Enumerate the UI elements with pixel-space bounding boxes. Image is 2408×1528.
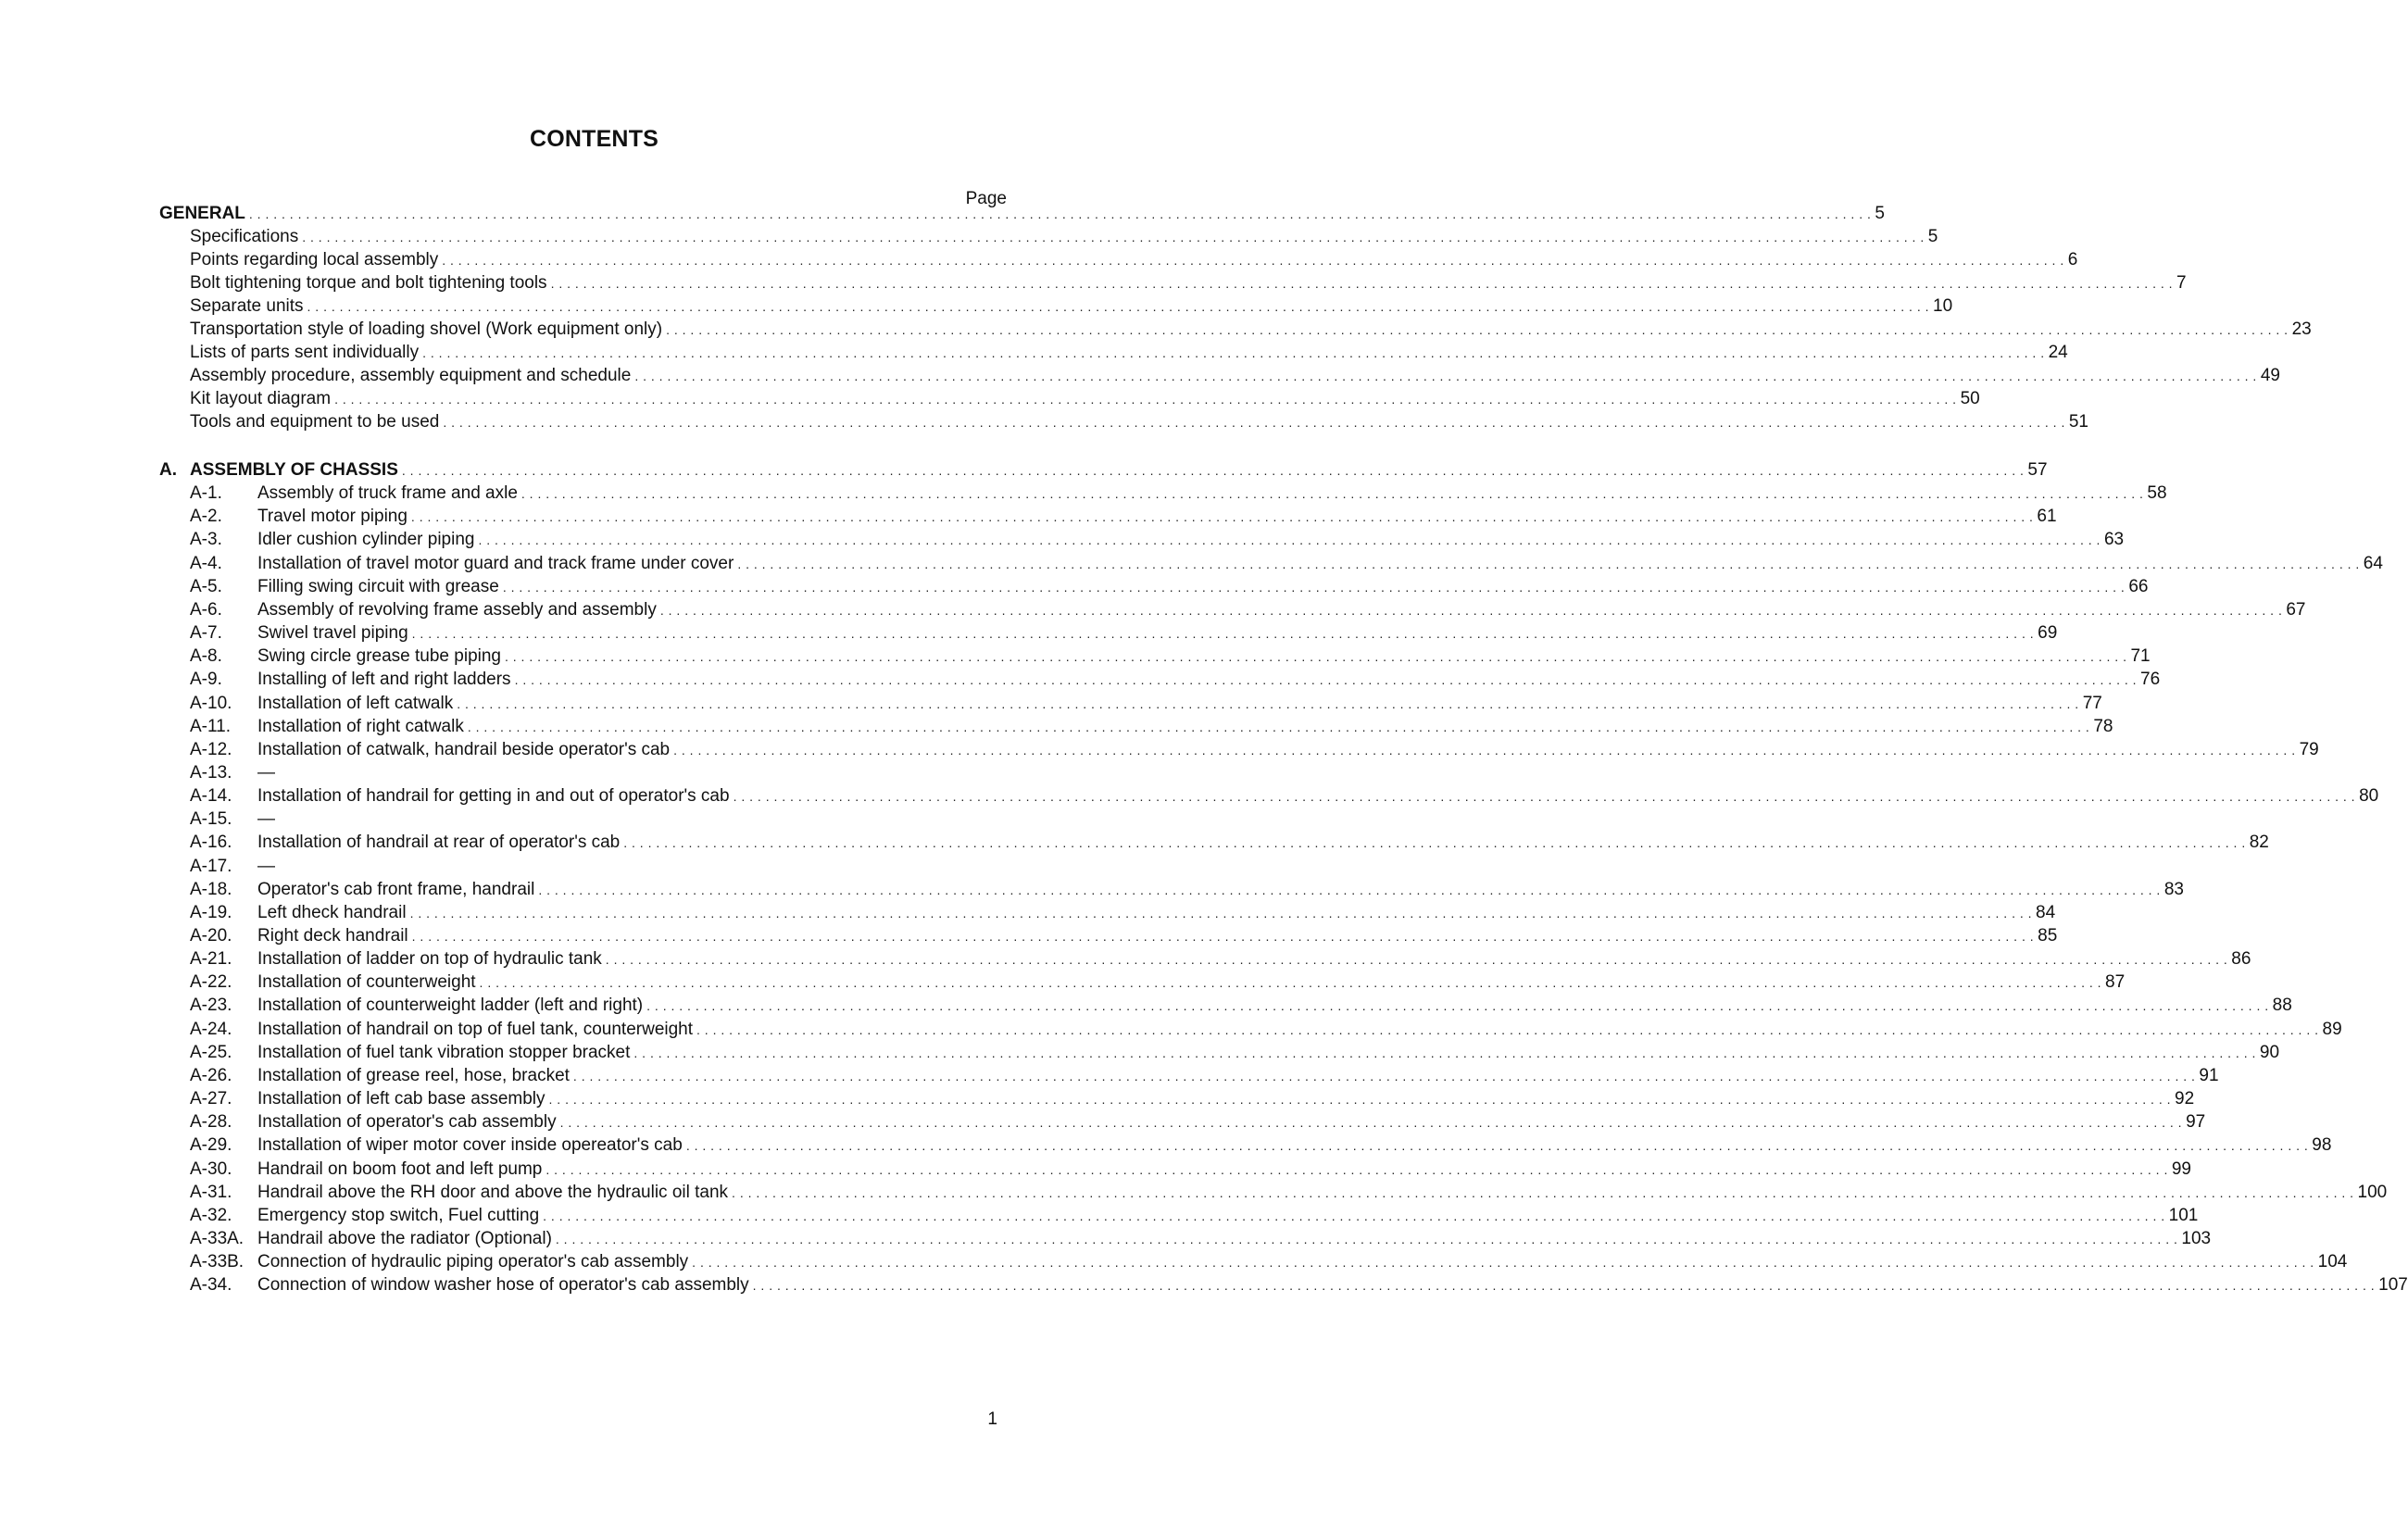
dot-leader: . . . . . . . . . . . . . . . . . . . . . . . . . . . . . . . . . . . . . . . . . . . . . . . . . . . . . . . . . . . . . . . . . . . . . . . . . . . . . . . . . . . . . . . . . . . . . . . . . . . . . . . . . . . . . . . . . . . . . . . . . . . . . . . . . . . . . . . . . . . . . . . . . . . . . . . . . . . . . . . . . . . . . . . . . . . . . . . . . . . . . . . . . . . . . . . . . . . . . . . . xyxy=(457,695,2079,711)
toc-entry[interactable] xyxy=(0,225,1938,249)
toc-entry[interactable] xyxy=(0,831,2269,855)
toc-page-number: 6 xyxy=(2067,250,2078,269)
dot-leader: . . . . . . . . . . . . . . . . . . . . . . . . . . . . . . . . . . . . . . . . . . . . . . . . . . . . . . . . . . . . . . . . . . . . . . . . . . . . . . . . . . . . . . . . . . . . . . . . . . . . . . . . . . . . . . . . . . . . . . . . . . . . . . . . . . . . . . . . . . . . . . . . . . . . . . . . . . . . . . . . . . . . . . . . . . . . . . . . . . . . . . . . . . . . . . . . . . . . . . . . xyxy=(546,1161,2168,1177)
toc-entry[interactable] xyxy=(0,784,2379,808)
toc-page-number: 87 xyxy=(2105,972,2126,993)
toc-page-number: 71 xyxy=(2130,646,2151,667)
toc-page-number: 82 xyxy=(2249,833,2269,853)
toc-entry-leader xyxy=(257,1133,2332,1158)
toc-entry[interactable] xyxy=(0,482,2167,506)
toc-page-number: 79 xyxy=(2299,739,2319,759)
toc-entry[interactable] xyxy=(0,1041,2280,1065)
toc-page-number: 84 xyxy=(2036,902,2056,922)
toc-entry-leader xyxy=(257,855,1007,879)
toc-entry[interactable] xyxy=(0,994,2292,1018)
toc-entry-title: Swing circle grease tube piping xyxy=(257,646,501,667)
toc-entry-title: Installation of handrail on top of fuel tank, counterweight xyxy=(257,1019,694,1039)
entry-number: A-15. xyxy=(190,809,232,830)
toc-page-number: 69 xyxy=(2038,623,2058,644)
toc-entry-leader xyxy=(257,505,2057,529)
toc-entry-title: Points regarding local assembly xyxy=(190,250,439,269)
toc-entry-leader xyxy=(257,1064,2219,1088)
toc-entry-leader xyxy=(257,808,1007,832)
toc-entry-leader xyxy=(190,318,2312,342)
dot-leader: . . . . . . . . . . . . . . . . . . . . . . . . . . . . . . . . . . . . . . . . . . . . . . . . . . . . . . . . . . . . . . . . . . . . . . . . . . . . . . . . . . . . . . . . . . . . . . . . . . . . . . . . . . . . . . . . . . . . . . . . . . . . . . . . . . . . . . . . . . . . . . . . . . . . . . . . . . . . . . . . . . . . . . . . . . . . . . . . . . . . . . . . . . . . . . . . . . . . . . . . xyxy=(685,1138,2309,1154)
toc-entry-leader xyxy=(190,294,1953,319)
toc-entry-title: Emergency stop switch, Fuel cutting xyxy=(257,1205,540,1225)
toc-entry-title: Lists of parts sent individually xyxy=(190,343,420,362)
toc-entry[interactable] xyxy=(0,738,2319,762)
toc-entry-leader xyxy=(257,831,2269,855)
toc-entry[interactable] xyxy=(0,318,2312,342)
toc-page-number: 10 xyxy=(1933,296,1953,316)
toc-page-number: 97 xyxy=(2186,1112,2206,1133)
toc-page-number: 92 xyxy=(2175,1089,2195,1109)
toc-entry[interactable] xyxy=(0,364,2280,388)
toc-entry[interactable] xyxy=(0,1110,2206,1134)
toc-entry-leader xyxy=(257,528,2125,552)
toc-entry-title: Installation of handrail at rear of operator's cab xyxy=(257,833,621,853)
toc-page-number: 89 xyxy=(2322,1019,2342,1039)
toc-entry-leader xyxy=(257,1273,2408,1297)
entry-number: A-6. xyxy=(190,599,222,620)
toc-entry-title: Installation of wiper motor cover inside opereator's cab xyxy=(257,1135,683,1156)
toc-entry-leader xyxy=(257,924,2058,948)
toc-page-number: 66 xyxy=(2128,576,2149,596)
toc-page-number: 7 xyxy=(2176,273,2187,293)
toc-entry-title: Installation of travel motor guard and track frame under cover xyxy=(257,553,734,573)
dot-leader: . . . . . . . . . . . . . . . . . . . . . . . . . . . . . . . . . . . . . . . . . . . . . . . . . . . . . . . . . . . . . . . . . . . . . . . . . . . . . . . . . . . . . . . . . . . . . . . . . . . . . . . . . . . . . . . . . . . . . . . . . . . . . . . . . . . . . . . . . . . . . . . . . . . . . . . . . . . . . . . . . . . . . . . . . . . . . . . . . . . . . . . . . . . . . . . . . . . . . . . . xyxy=(559,1115,2183,1131)
toc-entry-title: Installation of left cab base assembly xyxy=(257,1089,546,1109)
toc-entry-title: Installation of grease reel, hose, bracket xyxy=(257,1065,570,1085)
toc-page-number: 107 xyxy=(2378,1275,2408,1296)
toc-entry[interactable] xyxy=(0,808,1188,832)
toc-entry[interactable] xyxy=(0,598,2306,622)
toc-entry-leader xyxy=(190,248,2078,272)
toc-entry-title: Installation of catwalk, handrail beside operator's cab xyxy=(257,739,671,759)
entry-number: A-21. xyxy=(190,949,232,970)
toc-entry-leader xyxy=(190,225,1938,249)
page-title: CONTENTS xyxy=(529,126,659,152)
toc-entry[interactable] xyxy=(0,761,1188,785)
toc-page-number: 51 xyxy=(2068,412,2088,432)
entry-number: A-17. xyxy=(190,856,232,876)
entry-number: A-14. xyxy=(190,786,232,807)
toc-entry-leader xyxy=(257,1087,2195,1111)
dot-leader: . . . . . . . . . . . . . . . . . . . . . . . . . . . . . . . . . . . . . . . . . . . . . . . . . . . . . . . . . . . . . . . . . . . . . . . . . . . . . . . . . . . . . . . . . . . . . . . . . . . . . . . . . . . . . . . . . . . . . . . . . . . . . . . . . . . . . . . . . . . . . . . . . . . . . . . . . . . . . . . . . . . . . . . . . . . . . . . . . . . . . . . . . . . . . . . . . . . . . . . . xyxy=(410,509,2034,525)
toc-entry-leader xyxy=(190,271,2187,295)
toc-entry-leader xyxy=(257,1158,2191,1182)
toc-entry-title: Handrail above the RH door and above the hydraulic oil tank xyxy=(257,1182,729,1202)
toc-entry-leader xyxy=(190,364,2280,388)
toc-entry-title: Left dheck handrail xyxy=(257,902,407,922)
toc-page-number: 5 xyxy=(1927,227,1938,246)
entry-number: A-33A. xyxy=(190,1228,245,1248)
toc-page-number: 83 xyxy=(2163,879,2184,899)
dot-leader: . . . . . . . . . . . . . . . . . . . . . . . . . . . . . . . . . . . . . . . . . . . . . . . . . . . . . . . . . . . . . . . . . . . . . . . . . . . . . . . . . . . . . . . . . . . . . . . . . . . . . . . . . . . . . . . . . . . . . . . . . . . . . . . . . . . . . . . . . . . . . . . . . . . . . . . . . . . . . . . . . . . . . . . . . . . . . . . . . . . . . . . . . . . . . . . . . . . . . . . . xyxy=(673,742,2296,758)
toc-entry-title: Installation of operator's cab assembly xyxy=(257,1112,557,1133)
toc-entry-title: Handrail above the radiator (Optional) xyxy=(257,1228,552,1248)
toc-entry-title: Filling swing circuit with grease xyxy=(257,576,499,596)
dot-leader: . . . . . . . . . . . . . . . . . . . . . . . . . . . . . . . . . . . . . . . . . . . . . . . . . . . . . . . . . . . . . . . . . . . . . . . . . . . . . . . . . . . . . . . . . . . . . . . . . . . . . . . . . . . . . . . . . . . . . . . . . . . . . . . . . . . . . . . . . . . . . . . . . . . . . . . . . . . . . . . . . . . . . . . . . . . . . . . . . . . . . . . . . . . . . . . . . . . . . . . . xyxy=(646,998,2269,1014)
toc-page-number: 24 xyxy=(2048,343,2068,362)
toc-entry-title: Transportation style of loading shovel (Work equipment only) xyxy=(190,319,663,339)
toc-entry-leader xyxy=(257,994,2292,1018)
toc-entry[interactable] xyxy=(0,1250,2348,1274)
toc-entry-title: Connection of window washer hose of operator's cab assembly xyxy=(257,1275,749,1296)
dot-leader: . . . . . . . . . . . . . . . . . . . . . . . . . . . . . . . . . . . . . . . . . . . . . . . . . . . . . . . . . . . . . . . . . . . . . . . . . . . . . . . . . . . . . . . . . . . . . . . . . . . . . . . . . . . . . . . . . . . . . . . . . . . . . . . . . . . . . . . . . . . . . . . . . . . . . . . . . . . . . . . . . . . . . . . . . . . . . . . . . . . . . . . . . . . . . . . . . . . . . . . . xyxy=(737,556,2360,571)
dot-leader: . . . . . . . . . . . . . . . . . . . . . . . . . . . . . . . . . . . . . . . . . . . . . . . . . . . . . . . . . . . . . . . . . . . . . . . . . . . . . . . . . . . . . . . . . . . . . . . . . . . . . . . . . . . . . . . . . . . . . . . . . . . . . . . . . . . . . . . . . . . . . . . . . . . . . . . . . . . . . . . . . . . . . . . . . . . . . . . . . . . . . . . . . . . . . . . . . . . . . . . . xyxy=(334,392,1957,407)
toc-entry[interactable] xyxy=(0,575,2149,599)
entry-number: A-22. xyxy=(190,972,232,993)
toc-entry-leader xyxy=(257,645,2151,669)
toc-entry-title: Installation of fuel tank vibration stopper bracket xyxy=(257,1042,631,1062)
toc-entry[interactable] xyxy=(0,878,2184,902)
toc-entry-leader xyxy=(257,668,2161,692)
entry-number: A-13. xyxy=(190,762,232,783)
dot-leader: . . . . . . . . . . . . . . . . . . . . . . . . . . . . . . . . . . . . . . . . . . . . . . . . . . . . . . . . . . . . . . . . . . . . . . . . . . . . . . . . . . . . . . . . . . . . . . . . . . . . . . . . . . . . . . . . . . . . . . . . . . . . . . . . . . . . . . . . . . . . . . . . . . . . . . . . . . . . . . . . . . . . . . . . . . . . . . . . . . . . . . . . . . . . . . . . . . . . . . . . xyxy=(502,579,2126,595)
toc-entry-title: GENERAL xyxy=(159,204,245,223)
toc-entry[interactable] xyxy=(0,1018,2342,1042)
dot-leader: . . . . . . . . . . . . . . . . . . . . . . . . . . . . . . . . . . . . . . . . . . . . . . . . . . . . . . . . . . . . . . . . . . . . . . . . . . . . . . . . . . . . . . . . . . . . . . . . . . . . . . . . . . . . . . . . . . . . . . . . . . . . . . . . . . . . . . . . . . . . . . . . . . . . . . . . . . . . . . . . . . . . . . . . . . . . . . . . . . . . . . . . . . . . . . . . . . . . . . . . xyxy=(555,1231,2178,1246)
toc-entry-leader xyxy=(257,1110,2206,1134)
toc-entry-leader xyxy=(257,692,2102,716)
entry-number: A-25. xyxy=(190,1042,232,1062)
toc-entry[interactable] xyxy=(0,715,2113,739)
dot-leader: . . . . . . . . . . . . . . . . . . . . . . . . . . . . . . . . . . . . . . . . . . . . . . . . . . . . . . . . . . . . . . . . . . . . . . . . . . . . . . . . . . . . . . . . . . . . . . . . . . . . . . . . . . . . . . . . . . . . . . . . . . . . . . . . . . . . . . . . . . . . . . . . . . . . . . . . . . . . . . . . . . . . . . . . . . . . . . . . . . . . . . . . . . . . . . . . . . . . . . . . xyxy=(538,882,2161,897)
entry-number: A-30. xyxy=(190,1159,232,1179)
toc-page-number: 99 xyxy=(2171,1159,2191,1179)
toc-entry-title: Kit layout diagram xyxy=(190,389,332,408)
section-letter: A. xyxy=(159,460,177,480)
entry-number: A-12. xyxy=(190,739,232,759)
toc-entry-title: Operator's cab front frame, handrail xyxy=(257,879,535,899)
dot-leader: . . . . . . . . . . . . . . . . . . . . . . . . . . . . . . . . . . . . . . . . . . . . . . . . . . . . . . . . . . . . . . . . . . . . . . . . . . . . . . . . . . . . . . . . . . . . . . . . . . . . . . . . . . . . . . . . . . . . . . . . . . . . . . . . . . . . . . . . . . . . . . . . . . . . . . . . . . . . . . . . . . . . . . . . . . . . . . . . . . . . . . . . . . . . . . . . . . . . . . . . xyxy=(442,253,2064,268)
dot-leader: . . . . . . . . . . . . . . . . . . . . . . . . . . . . . . . . . . . . . . . . . . . . . . . . . . . . . . . . . . . . . . . . . . . . . . . . . . . . . . . . . . . . . . . . . . . . . . . . . . . . . . . . . . . . . . . . . . . . . . . . . . . . . . . . . . . . . . . . . . . . . . . . . . . . . . . . . . . . . . . . . . . . . . . . . . . . . . . . . . . . . . . . . . . . . . . . . . . . . . . . xyxy=(623,835,2246,851)
dot-leader: . . . . . . . . . . . . . . . . . . . . . . . . . . . . . . . . . . . . . . . . . . . . . . . . . . . . . . . . . . . . . . . . . . . . . . . . . . . . . . . . . . . . . . . . . . . . . . . . . . . . . . . . . . . . . . . . . . . . . . . . . . . . . . . . . . . . . . . . . . . . . . . . . . . . . . . . . . . . . . . . . . . . . . . . . . . . . . . . . . . . . . . . . . . . . . . . . . . . . . . . xyxy=(307,299,1930,314)
toc-page-number: 50 xyxy=(1960,389,1980,408)
toc-entry[interactable] xyxy=(0,621,2058,645)
toc-entry-leader xyxy=(257,947,2251,971)
toc-section-header[interactable] xyxy=(0,202,1885,226)
toc-entry[interactable] xyxy=(0,692,2102,716)
toc-entry[interactable] xyxy=(0,1064,2219,1088)
dot-leader: . . . . . . . . . . . . . . . . . . . . . . . . . . . . . . . . . . . . . . . . . . . . . . . . . . . . . . . . . . . . . . . . . . . . . . . . . . . . . . . . . . . . . . . . . . . . . . . . . . . . . . . . . . . . . . . . . . . . . . . . . . . . . . . . . . . . . . . . . . . . . . . . . . . . . . . . . . . . . . . . . . . . . . . . . . . . . . . . . . . . . . . . . . . . . . . . . . . . . . . . xyxy=(572,1068,2196,1083)
dot-leader: . . . . . . . . . . . . . . . . . . . . . . . . . . . . . . . . . . . . . . . . . . . . . . . . . . . . . . . . . . . . . . . . . . . . . . . . . . . . . . . . . . . . . . . . . . . . . . . . . . . . . . . . . . . . . . . . . . . . . . . . . . . . . . . . . . . . . . . . . . . . . . . . . . . . . . . . . . . . . . . . . . . . . . . . . . . . . . . . . . . . . . . . . . . . . . . . . . . . . . . . xyxy=(692,1255,2314,1271)
entry-number: A-2. xyxy=(190,507,222,527)
toc-entry-title: Installation of right catwalk xyxy=(257,716,464,736)
entry-number: A-16. xyxy=(190,833,232,853)
entry-number: A-1. xyxy=(190,483,222,504)
toc-entry-title: Travel motor piping xyxy=(257,507,408,527)
toc-entry[interactable] xyxy=(0,294,1953,319)
toc-entry[interactable] xyxy=(0,855,1188,879)
toc-entry-title: Bolt tightening torque and bolt tightening tools xyxy=(190,273,547,293)
dot-leader: . . . . . . . . . . . . . . . . . . . . . . . . . . . . . . . . . . . . . . . . . . . . . . . . . . . . . . . . . . . . . . . . . . . . . . . . . . . . . . . . . . . . . . . . . . . . . . . . . . . . . . . . . . . . . . . . . . . . . . . . . . . . . . . . . . . . . . . . . . . . . . . . . . . . . . . . . . . . . . . . . . . . . . . . . . . . . . . . . . . . . . . . . . . . . . . . . . . . . . . . xyxy=(605,952,2228,968)
toc-entry-title: Tools and equipment to be used xyxy=(190,412,440,432)
toc-entry-leader xyxy=(190,341,2068,365)
toc-entry-leader xyxy=(257,598,2306,622)
dot-leader: . . . . . . . . . . . . . . . . . . . . . . . . . . . . . . . . . . . . . . . . . . . . . . . . . . . . . . . . . . . . . . . . . . . . . . . . . . . . . . . . . . . . . . . . . . . . . . . . . . . . . . . . . . . . . . . . . . . . . . . . . . . . . . . . . . . . . . . . . . . . . . . . . . . . . . . . . . . . . . . . . . . . . . . . . . . . . . . . . . . . . . . . . . . . . . . . . . . . . . . . xyxy=(411,929,2035,944)
toc-page-number: 49 xyxy=(2260,366,2280,385)
dot-leader: . . . . . . . . . . . . . . . . . . . . . . . . . . . . . . . . . . . . . . . . . . . . . . . . . . . . . . . . . . . . . . . . . . . . . . . . . . . . . . . . . . . . . . . . . . . . . . . . . . . . . . . . . . . . . . . . . . . . . . . . . . . . . . . . . . . . . . . . . . . . . . . . . . . . . . . . . . . . . . . . . . . . . . . . . . . . . . . . . . . . . . . . . . . . . . . . . . . . . . . . xyxy=(411,626,2035,642)
toc-page-number: 91 xyxy=(2199,1065,2219,1085)
toc-entry-title: — xyxy=(257,762,275,783)
toc-page-number: 101 xyxy=(2168,1205,2199,1225)
entry-number: A-18. xyxy=(190,879,232,899)
dot-leader: . . . . . . . . . . . . . . . . . . . . . . . . . . . . . . . . . . . . . . . . . . . . . . . . . . . . . . . . . . . . . . . . . . . . . . . . . . . . . . . . . . . . . . . . . . . . . . . . . . . . . . . . . . . . . . . . . . . . . . . . . . . . . . . . . . . . . . . . . . . . . . . . . . . . . . . . . . . . . . . . . . . . . . . . . . . . . . . . . . . . . . . . . . . . . . . . . . . . . . . . xyxy=(548,1092,2171,1108)
toc-entry-title: — xyxy=(257,809,275,830)
toc-page-number: 103 xyxy=(2181,1228,2212,1248)
toc-entry-title: ASSEMBLY OF CHASSIS xyxy=(190,460,398,480)
toc-entry-title: Handrail on boom foot and left pump xyxy=(257,1159,543,1179)
toc-entry-leader xyxy=(190,458,2048,482)
page-number: 1 xyxy=(987,1409,997,1429)
dot-leader: . . . . . . . . . . . . . . . . . . . . . . . . . . . . . . . . . . . . . . . . . . . . . . . . . . . . . . . . . . . . . . . . . . . . . . . . . . . . . . . . . . . . . . . . . . . . . . . . . . . . . . . . . . . . . . . . . . . . . . . . . . . . . . . . . . . . . . . . . . . . . . . . . . . . . . . . . . . . . . . . . . . . . . . . . . . . . . . . . . . . . . . . . . . . . . . . . . . . . . . . xyxy=(659,602,2283,618)
toc-entry-leader xyxy=(257,1041,2280,1065)
toc-entry-leader xyxy=(257,761,1007,785)
toc-page-number: 67 xyxy=(2286,599,2306,620)
dot-leader: . . . . . . . . . . . . . . . . . . . . . . . . . . . . . . . . . . . . . . . . . . . . . . . . . . . . . . . . . . . . . . . . . . . . . . . . . . . . . . . . . . . . . . . . . . . . . . . . . . . . . . . . . . . . . . . . . . . . . . . . . . . . . . . . . . . . . . . . . . . . . . . . . . . . . . . . . . . . . . . . . . . . . . . . . . . . . . . . . . . . . . . . . . . . . . . . . . . . . . . . xyxy=(550,276,2174,291)
toc-entry[interactable] xyxy=(0,1158,2191,1182)
entry-number: A-33B. xyxy=(190,1252,245,1272)
dot-leader: . . . . . . . . . . . . . . . . . . . . . . . . . . . . . . . . . . . . . . . . . . . . . . . . . . . . . . . . . . . . . . . . . . . . . . . . . . . . . . . . . . . . . . . . . . . . . . . . . . . . . . . . . . . . . . . . . . . . . . . . . . . . . . . . . . . . . . . . . . . . . . . . . . . . . . . . . . . . . . . . . . . . . . . . . . . . . . . . . . . . . . . . . . . . . . . . . . . . . . . . xyxy=(543,1208,2165,1223)
toc-page-number: 58 xyxy=(2147,483,2167,504)
dot-leader: . . . . . . . . . . . . . . . . . . . . . . . . . . . . . . . . . . . . . . . . . . . . . . . . . . . . . . . . . . . . . . . . . . . . . . . . . . . . . . . . . . . . . . . . . . . . . . . . . . . . . . . . . . . . . . . . . . . . . . . . . . . . . . . . . . . . . . . . . . . . . . . . . . . . . . . . . . . . . . . . . . . . . . . . . . . . . . . . . . . . . . . . . . . . . . . . . . . . . . . . xyxy=(514,672,2138,688)
entry-number: A-5. xyxy=(190,576,222,596)
toc-entry[interactable] xyxy=(0,552,2383,576)
dot-leader: . . . . . . . . . . . . . . . . . . . . . . . . . . . . . . . . . . . . . . . . . . . . . . . . . . . . . . . . . . . . . . . . . . . . . . . . . . . . . . . . . . . . . . . . . . . . . . . . . . . . . . . . . . . . . . . . . . . . . . . . . . . . . . . . . . . . . . . . . . . . . . . . . . . . . . . . . . . . . . . . . . . . . . . . . . . . . . . . . . . . . . . . . . . . . . . . . . . . . . . . xyxy=(467,719,2090,734)
toc-page-number: 57 xyxy=(2027,460,2048,480)
entry-number: A-20. xyxy=(190,926,232,946)
toc-entry-title: Installation of counterweight ladder (left and right) xyxy=(257,996,644,1016)
toc-entry-leader xyxy=(257,901,2056,925)
toc-entry-leader xyxy=(257,1250,2348,1274)
toc-entry[interactable] xyxy=(0,387,1980,411)
toc-entry-title: Swivel travel piping xyxy=(257,623,408,644)
dot-leader: . . . . . . . . . . . . . . . . . . . . . . . . . . . . . . . . . . . . . . . . . . . . . . . . . . . . . . . . . . . . . . . . . . . . . . . . . . . . . . . . . . . . . . . . . . . . . . . . . . . . . . . . . . . . . . . . . . . . . . . . . . . . . . . . . . . . . . . . . . . . . . . . . . . . . . . . . . . . . . . . . . . . . . . . . . . . . . . . . . . . . . . . . . . . . . . . . . . . . . . . xyxy=(409,905,2033,921)
toc-entry-title: Separate units xyxy=(190,296,304,316)
dot-leader: . . . . . . . . . . . . . . . . . . . . . . . . . . . . . . . . . . . . . . . . . . . . . . . . . . . . . . . . . . . . . . . . . . . . . . . . . . . . . . . . . . . . . . . . . . . . . . . . . . . . . . . . . . . . . . . . . . . . . . . . . . . . . . . . . . . . . . . . . . . . . . . . . . . . . . . . . . . . . . . . . . . . . . . . . . . . . . . . . . . . . . . . . . . . . . . . . . . . . . . . xyxy=(478,532,2101,548)
toc-entry-leader xyxy=(257,1204,2199,1228)
toc-page-number: 80 xyxy=(2359,786,2379,807)
toc-entry-leader xyxy=(257,552,2383,576)
entry-number: A-4. xyxy=(190,553,222,573)
entry-number: A-19. xyxy=(190,902,232,922)
toc-page-number: 86 xyxy=(2231,949,2251,970)
entry-number: A-9. xyxy=(190,670,222,690)
dot-leader: . . . . . . . . . . . . . . . . . . . . . . . . . . . . . . . . . . . . . . . . . . . . . . . . . . . . . . . . . . . . . . . . . . . . . . . . . . . . . . . . . . . . . . . . . . . . . . . . . . . . . . . . . . . . . . . . . . . . . . . . . . . . . . . . . . . . . . . . . . . . . . . . . . . . . . . . . . . . . . . . . . . . . . . . . . . . . . . . . . . . . . . . . . . . . . . . . . . . . . . . xyxy=(752,1278,2376,1294)
toc-entry-leader xyxy=(257,1018,2342,1042)
dot-leader: . . . . . . . . . . . . . . . . . . . . . . . . . . . . . . . . . . . . . . . . . . . . . . . . . . . . . . . . . . . . . . . . . . . . . . . . . . . . . . . . . . . . . . . . . . . . . . . . . . . . . . . . . . . . . . . . . . . . . . . . . . . . . . . . . . . . . . . . . . . . . . . . . . . . . . . . . . . . . . . . . . . . . . . . . . . . . . . . . . . . . . . . . . . . . . . . . . . . . . . . xyxy=(520,486,2144,502)
dot-leader: . . . . . . . . . . . . . . . . . . . . . . . . . . . . . . . . . . . . . . . . . . . . . . . . . . . . . . . . . . . . . . . . . . . . . . . . . . . . . . . . . . . . . . . . . . . . . . . . . . . . . . . . . . . . . . . . . . . . . . . . . . . . . . . . . . . . . . . . . . . . . . . . . . . . . . . . . . . . . . . . . . . . . . . . . . . . . . . . . . . . . . . . . . . . . . . . . . . . . . . . xyxy=(401,463,2025,478)
toc-entry[interactable] xyxy=(0,971,2126,995)
toc-page-number: 90 xyxy=(2259,1042,2280,1062)
entry-number: A-26. xyxy=(190,1065,232,1085)
entry-number: A-24. xyxy=(190,1019,232,1039)
toc-entry-title: Assembly of revolving frame assebly and assembly xyxy=(257,599,657,620)
dot-leader: . . . . . . . . . . . . . . . . . . . . . . . . . . . . . . . . . . . . . . . . . . . . . . . . . . . . . . . . . . . . . . . . . . . . . . . . . . . . . . . . . . . . . . . . . . . . . . . . . . . . . . . . . . . . . . . . . . . . . . . . . . . . . . . . . . . . . . . . . . . . . . . . . . . . . . . . . . . . . . . . . . . . . . . . . . . . . . . . . . . . . . . . . . . . . . . . . . . . . . . . xyxy=(422,345,2045,360)
toc-entry-leader xyxy=(257,1227,2212,1251)
toc-entry[interactable] xyxy=(0,924,2058,948)
toc-entry[interactable] xyxy=(0,947,2251,971)
toc-entry[interactable] xyxy=(0,271,2187,295)
toc-page-number: 88 xyxy=(2272,996,2292,1016)
toc-entry-leader xyxy=(257,715,2113,739)
toc-entry[interactable] xyxy=(0,1204,2199,1228)
toc-entry-title: — xyxy=(257,856,275,876)
entry-number: A-11. xyxy=(190,716,232,736)
toc-page-number: 61 xyxy=(2037,507,2057,527)
entry-number: A-34. xyxy=(190,1275,232,1296)
toc-entry-leader xyxy=(257,971,2126,995)
entry-number: A-27. xyxy=(190,1089,232,1109)
toc-entry[interactable] xyxy=(0,668,2161,692)
toc-section-header[interactable] xyxy=(0,458,2048,482)
toc-entry[interactable] xyxy=(0,341,2068,365)
toc-entry-leader xyxy=(257,575,2149,599)
toc-page-number: 76 xyxy=(2140,670,2161,690)
entry-number: A-10. xyxy=(190,693,232,713)
toc-entry-leader xyxy=(257,1181,2388,1205)
toc-entry-title: Specifications xyxy=(190,227,299,246)
toc-entry-leader xyxy=(257,784,2379,808)
entry-number: A-28. xyxy=(190,1112,232,1133)
toc-entry[interactable] xyxy=(0,505,2057,529)
toc-entry-title: Assembly of truck frame and axle xyxy=(257,483,518,504)
toc-entry[interactable] xyxy=(0,248,2078,272)
toc-entry-title: Installing of left and right ladders xyxy=(257,670,511,690)
toc-entry[interactable] xyxy=(0,410,2088,434)
toc-page-number: 78 xyxy=(2093,716,2113,736)
toc-entry[interactable] xyxy=(0,901,2056,925)
toc-entry[interactable] xyxy=(0,1227,2212,1251)
entry-number: A-29. xyxy=(190,1135,232,1156)
page-column-label: Page xyxy=(965,189,1007,208)
toc-entry-leader xyxy=(190,410,2088,434)
toc-entry[interactable] xyxy=(0,528,2125,552)
toc-entry[interactable] xyxy=(0,1181,2388,1205)
toc-entry-leader xyxy=(190,387,1980,411)
toc-entry-title: Assembly procedure, assembly equipment and schedule xyxy=(190,366,632,385)
toc-entry[interactable] xyxy=(0,1273,2408,1297)
toc-entry[interactable] xyxy=(0,645,2151,669)
dot-leader: . . . . . . . . . . . . . . . . . . . . . . . . . . . . . . . . . . . . . . . . . . . . . . . . . . . . . . . . . . . . . . . . . . . . . . . . . . . . . . . . . . . . . . . . . . . . . . . . . . . . . . . . . . . . . . . . . . . . . . . . . . . . . . . . . . . . . . . . . . . . . . . . . . . . . . . . . . . . . . . . . . . . . . . . . . . . . . . . . . . . . . . . . . . . . . . . . . . . . . . . xyxy=(732,1184,2354,1200)
dot-leader: . . . . . . . . . . . . . . . . . . . . . . . . . . . . . . . . . . . . . . . . . . . . . . . . . . . . . . . . . . . . . . . . . . . . . . . . . . . . . . . . . . . . . . . . . . . . . . . . . . . . . . . . . . . . . . . . . . . . . . . . . . . . . . . . . . . . . . . . . . . . . . . . . . . . . . . . . . . . . . . . . . . . . . . . . . . . . . . . . . . . . . . . . . . . . . . . . . . . . . . . xyxy=(696,1021,2319,1037)
toc-entry[interactable] xyxy=(0,1133,2332,1158)
entry-number: A-8. xyxy=(190,646,222,667)
toc-page-number: 23 xyxy=(2291,319,2312,339)
toc-entry-leader xyxy=(257,482,2167,506)
dot-leader: . . . . . . . . . . . . . . . . . . . . . . . . . . . . . . . . . . . . . . . . . . . . . . . . . . . . . . . . . . . . . . . . . . . . . . . . . . . . . . . . . . . . . . . . . . . . . . . . . . . . . . . . . . . . . . . . . . . . . . . . . . . . . . . . . . . . . . . . . . . . . . . . . . . . . . . . . . . . . . . . . . . . . . . . . . . . . . . . . . . . . . . . . . . . . . . . . . . . . . . . xyxy=(248,207,1872,221)
dot-leader: . . . . . . . . . . . . . . . . . . . . . . . . . . . . . . . . . . . . . . . . . . . . . . . . . . . . . . . . . . . . . . . . . . . . . . . . . . . . . . . . . . . . . . . . . . . . . . . . . . . . . . . . . . . . . . . . . . . . . . . . . . . . . . . . . . . . . . . . . . . . . . . . . . . . . . . . . . . . . . . . . . . . . . . . . . . . . . . . . . . . . . . . . . . . . . . . . . . . . . . . xyxy=(634,369,2257,383)
toc-entry-leader xyxy=(159,202,1885,226)
toc-entry-leader xyxy=(257,738,2319,762)
toc-entry-leader xyxy=(257,878,2184,902)
toc-entry-title: Idler cushion cylinder piping xyxy=(257,530,475,550)
entry-number: A-31. xyxy=(190,1182,232,1202)
toc-page-number: 77 xyxy=(2082,693,2102,713)
toc-page-number: 5 xyxy=(1875,204,1885,223)
toc-entry-title: Installation of handrail for getting in and out of operator's cab xyxy=(257,786,730,807)
toc-entry-title: Right deck handrail xyxy=(257,926,408,946)
toc-page-number: 100 xyxy=(2357,1182,2388,1202)
toc-page-number: 98 xyxy=(2312,1135,2332,1156)
dot-leader: . . . . . . . . . . . . . . . . . . . . . . . . . . . . . . . . . . . . . . . . . . . . . . . . . . . . . . . . . . . . . . . . . . . . . . . . . . . . . . . . . . . . . . . . . . . . . . . . . . . . . . . . . . . . . . . . . . . . . . . . . . . . . . . . . . . . . . . . . . . . . . . . . . . . . . . . . . . . . . . . . . . . . . . . . . . . . . . . . . . . . . . . . . . . . . . . . . . . . . . . xyxy=(666,322,2289,337)
entry-number: A-23. xyxy=(190,996,232,1016)
toc-page-number: 85 xyxy=(2038,926,2058,946)
toc-page-number: 63 xyxy=(2103,530,2125,550)
toc-entry-title: Installation of counterweight xyxy=(257,972,476,993)
dot-leader: . . . . . . . . . . . . . . . . . . . . . . . . . . . . . . . . . . . . . . . . . . . . . . . . . . . . . . . . . . . . . . . . . . . . . . . . . . . . . . . . . . . . . . . . . . . . . . . . . . . . . . . . . . . . . . . . . . . . . . . . . . . . . . . . . . . . . . . . . . . . . . . . . . . . . . . . . . . . . . . . . . . . . . . . . . . . . . . . . . . . . . . . . . . . . . . . . . . . . . . . xyxy=(479,975,2102,991)
toc-entry[interactable] xyxy=(0,1087,2195,1111)
dot-leader: . . . . . . . . . . . . . . . . . . . . . . . . . . . . . . . . . . . . . . . . . . . . . . . . . . . . . . . . . . . . . . . . . . . . . . . . . . . . . . . . . . . . . . . . . . . . . . . . . . . . . . . . . . . . . . . . . . . . . . . . . . . . . . . . . . . . . . . . . . . . . . . . . . . . . . . . . . . . . . . . . . . . . . . . . . . . . . . . . . . . . . . . . . . . . . . . . . . . . . . . xyxy=(733,789,2356,805)
entry-number: A-32. xyxy=(190,1205,232,1225)
entry-number: A-7. xyxy=(190,623,222,644)
dot-leader: . . . . . . . . . . . . . . . . . . . . . . . . . . . . . . . . . . . . . . . . . . . . . . . . . . . . . . . . . . . . . . . . . . . . . . . . . . . . . . . . . . . . . . . . . . . . . . . . . . . . . . . . . . . . . . . . . . . . . . . . . . . . . . . . . . . . . . . . . . . . . . . . . . . . . . . . . . . . . . . . . . . . . . . . . . . . . . . . . . . . . . . . . . . . . . . . . . . . . . . . xyxy=(633,1045,2256,1060)
toc-entry-leader xyxy=(257,621,2058,645)
toc-page-number: 64 xyxy=(2363,553,2383,573)
toc-entry-title: Installation of left catwalk xyxy=(257,693,454,713)
dot-leader: . . . . . . . . . . . . . . . . . . . . . . . . . . . . . . . . . . . . . . . . . . . . . . . . . . . . . . . . . . . . . . . . . . . . . . . . . . . . . . . . . . . . . . . . . . . . . . . . . . . . . . . . . . . . . . . . . . . . . . . . . . . . . . . . . . . . . . . . . . . . . . . . . . . . . . . . . . . . . . . . . . . . . . . . . . . . . . . . . . . . . . . . . . . . . . . . . . . . . . . . xyxy=(443,415,2065,430)
toc-entry-title: Installation of ladder on top of hydraulic tank xyxy=(257,949,602,970)
toc-page-number: 104 xyxy=(2317,1252,2348,1272)
entry-number: A-3. xyxy=(190,530,222,550)
dot-leader: . . . . . . . . . . . . . . . . . . . . . . . . . . . . . . . . . . . . . . . . . . . . . . . . . . . . . . . . . . . . . . . . . . . . . . . . . . . . . . . . . . . . . . . . . . . . . . . . . . . . . . . . . . . . . . . . . . . . . . . . . . . . . . . . . . . . . . . . . . . . . . . . . . . . . . . . . . . . . . . . . . . . . . . . . . . . . . . . . . . . . . . . . . . . . . . . . . . . . . . . xyxy=(302,230,1925,244)
toc-entry-title: Connection of hydraulic piping operator's cab assembly xyxy=(257,1252,689,1272)
dot-leader: . . . . . . . . . . . . . . . . . . . . . . . . . . . . . . . . . . . . . . . . . . . . . . . . . . . . . . . . . . . . . . . . . . . . . . . . . . . . . . . . . . . . . . . . . . . . . . . . . . . . . . . . . . . . . . . . . . . . . . . . . . . . . . . . . . . . . . . . . . . . . . . . . . . . . . . . . . . . . . . . . . . . . . . . . . . . . . . . . . . . . . . . . . . . . . . . . . . . . . . . xyxy=(505,649,2127,665)
